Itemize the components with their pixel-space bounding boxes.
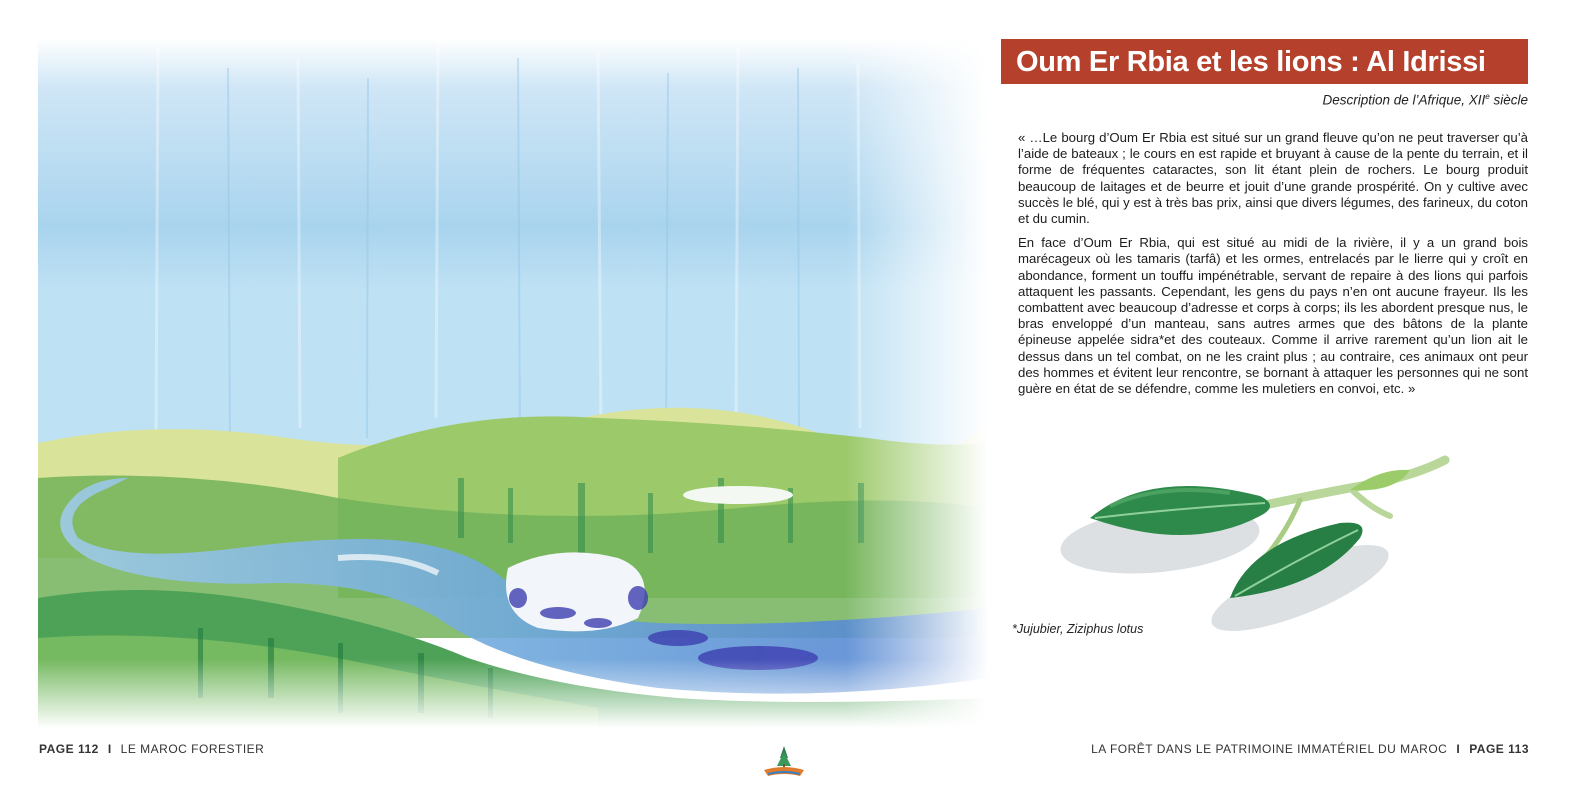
- left-running-title: LE MAROC FORESTIER: [120, 742, 265, 756]
- subtitle-prefix: Description de l’Afrique, XII: [1322, 92, 1486, 108]
- footer-left-separator: I: [107, 742, 112, 756]
- river-landscape-illustration: [38, 38, 988, 728]
- article-title-bar: [1001, 39, 1528, 84]
- source-subtitle: [1001, 92, 1528, 108]
- jujube-branch-illustration: [1050, 448, 1460, 638]
- subtitle-suffix: siècle: [1489, 92, 1528, 108]
- article-title: Oum Er Rbia et les lions : Al Idrissi: [1016, 46, 1486, 78]
- right-page-number: PAGE 113: [1469, 742, 1529, 756]
- footnote: *Jujubier, Ziziphus lotus: [1012, 622, 1144, 636]
- paragraph-2: En face d’Oum Er Rbia, qui est situé au midi de la rivière, il y a un grand bois marécageux où les tamaris (tarfâ) et les ormes, entrelacés par le lierre qui y croît en abondance, forment un touffu impénétrable, servant de repaire à des lions qui parfois attaquent les passants. Cependant, les gens du pays n’en ont aucune frayeur. Ils les combattent avec beaucoup d’adresse et corps à corps; ils les abordent presque nus, le bras enveloppé d’un manteau, sans autres armes que des bâtons de la plante épineuse appelée sidra*et des couteaux. Comme il arrive rarement qu’un lion ait le dessus dans un tel combat, on ne les craint plus ; au contraire, ces animaux ont peur des hommes et évitent leur rencontre, se bornant à attaquer les personnes qui ne sont guère en état de se défendre, comme les muletiers en convoi, etc. »: [1018, 235, 1528, 397]
- quoted-text: [1018, 130, 1528, 405]
- left-page-number: PAGE 112: [39, 742, 99, 756]
- paragraph-1: « …Le bourg d’Oum Er Rbia est situé sur un grand fleuve qu’on ne peut traverser qu’à l’aide de bateaux ; le cours en est rapide et bruyant à cause de la pente du terrain, et il forme de fréquentes cataractes, son lit étant plein de rochers. Le bourg produit beaucoup de laitages et de beurre et jouit d’une grande prospérité. On y cultive avec succès le blé, qui y est à très bas prix, ainsi que divers légumes, des farineux, du coton et du cumin.: [1018, 130, 1528, 227]
- footer-left: [39, 742, 264, 756]
- subtitle-superscript: e: [1485, 92, 1490, 101]
- footer-right: [1091, 742, 1529, 756]
- footer-right-separator: I: [1456, 742, 1461, 756]
- publisher-logo: [760, 744, 808, 780]
- right-running-title: LA FORÊT DANS LE PATRIMOINE IMMATÉRIEL DU MAROC: [1091, 742, 1448, 756]
